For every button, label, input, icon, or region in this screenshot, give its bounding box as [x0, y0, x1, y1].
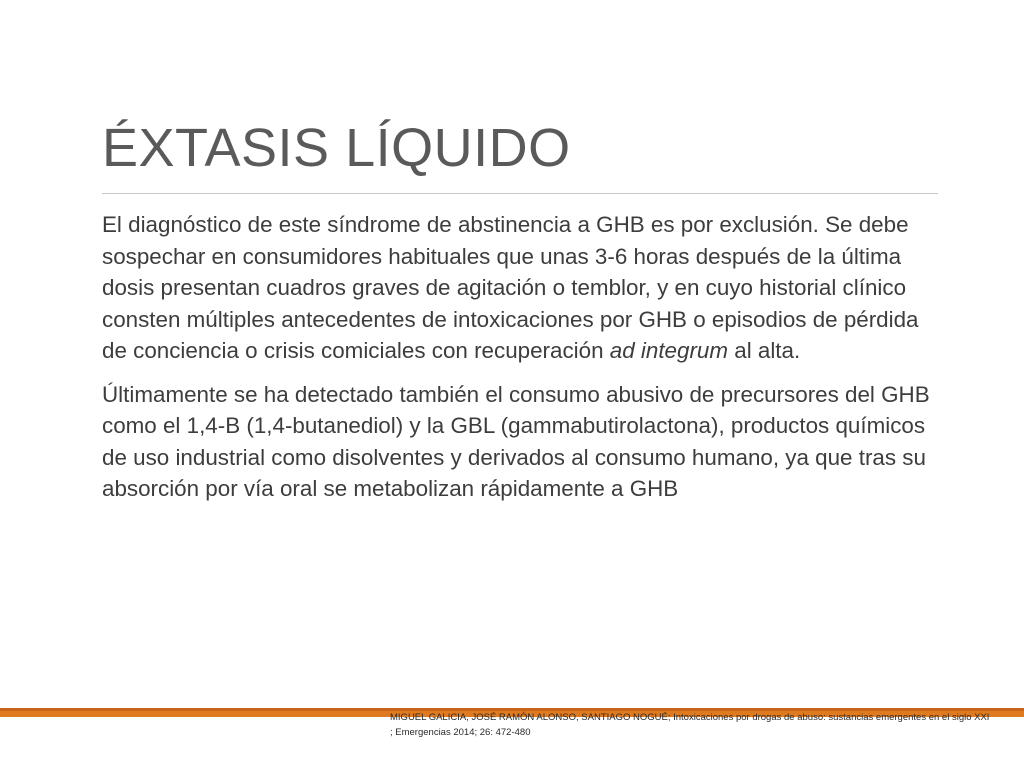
- paragraph-diagnosis-text: El diagnóstico de este síndrome de abstinencia a GHB es por exclusión. Se debe sospechar en consumidores habituales que unas 3-6 horas después de la última dosis presentan cuadros graves de agitación o temblor, y en cuyo historial clínico consten múltiples antecedentes de intoxicaciones por GHB o episodios de pérdida de conciencia o crisis comiciales con recuperación: [102, 212, 919, 363]
- slide-body: [102, 209, 930, 517]
- paragraph-diagnosis-emphasis: ad integrum: [609, 338, 729, 363]
- citation-line-1: MIGUEL GALICIA, JOSÉ RAMÓN ALONSO, SANTIAGO NOGUÉ; Intoxicaciones por drogas de abuso: sustancias emergentes en el siglo XXI: [390, 712, 990, 723]
- citation: [390, 710, 1020, 740]
- paragraph-diagnosis-ending: al alta.: [728, 338, 801, 363]
- paragraph-precursors: Últimamente se ha detectado también el consumo abusivo de precursores del GHB como el 1,4-B (1,4-butanediol) y la GBL (gammabutirolactona), productos químicos de uso industrial como disolventes y derivados al consumo humano, ya que tras su absorción por vía oral se metabolizan rápidamente a GHB: [102, 381, 930, 501]
- slide-title: ÉXTASIS LÍQUIDO: [102, 118, 571, 178]
- title-divider: [102, 193, 938, 194]
- paragraph-diagnosis: [102, 209, 930, 367]
- citation-line-2: ; Emergencias 2014; 26: 472-480: [390, 727, 531, 738]
